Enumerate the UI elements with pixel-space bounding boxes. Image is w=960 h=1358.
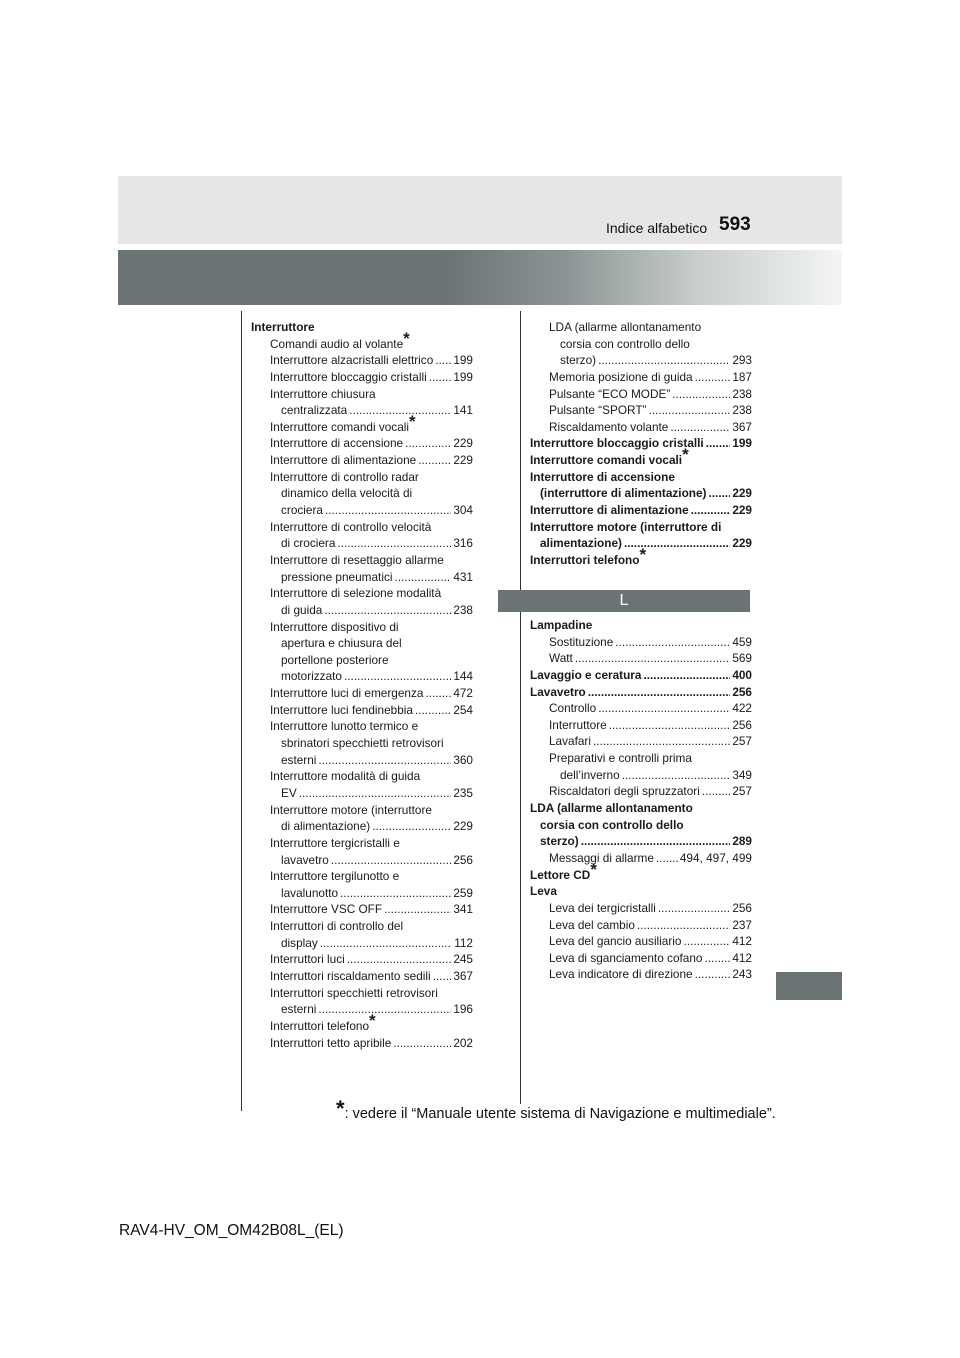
index-entry-text: Leva di sganciamento cofano <box>549 950 703 965</box>
dot-leader <box>340 885 451 902</box>
index-entry <box>530 502 752 519</box>
index-entry-text: Interruttori telefono <box>270 1018 370 1033</box>
index-entry <box>530 717 752 734</box>
index-entry-page: 259 <box>453 885 473 900</box>
index-entry-text: Interruttori tetto apribile <box>270 1035 392 1050</box>
index-entry-page: 202 <box>453 1035 473 1050</box>
dot-leader <box>318 1001 451 1018</box>
index-entry <box>530 485 752 502</box>
index-entry-page: 367 <box>732 419 752 434</box>
index-entry-page: 257 <box>732 734 752 749</box>
index-entry <box>251 635 473 652</box>
index-entry-page: 199 <box>453 369 473 384</box>
index-entry-text: Comandi audio al volante <box>270 336 404 351</box>
dot-leader <box>394 569 451 586</box>
asterisk-marker: * <box>682 445 689 465</box>
index-entry-text: alimentazione) <box>540 536 622 551</box>
index-entry-page: 229 <box>453 453 473 468</box>
index-entry-page: 229 <box>732 503 752 518</box>
index-entry <box>251 885 473 902</box>
index-entry-text: Preparativi e controlli prima <box>549 751 692 766</box>
dot-leader <box>393 1035 451 1052</box>
index-entry <box>251 818 473 835</box>
dot-leader <box>637 917 730 934</box>
index-entry <box>530 767 752 784</box>
index-entry-text: Interruttore tergicristalli e <box>270 835 400 850</box>
index-entry-page: 304 <box>453 503 473 518</box>
index-entry-text: Interruttore luci fendinebbia <box>270 702 413 717</box>
index-entry-text: Controllo <box>549 701 597 716</box>
index-entry-page: 341 <box>453 902 473 917</box>
index-entry-text: Interruttore di accensione <box>270 436 404 451</box>
index-entry-page: 367 <box>453 968 473 983</box>
index-entry-text: sterzo) <box>560 353 597 368</box>
index-entry <box>530 966 752 983</box>
index-entry <box>530 634 752 651</box>
index-entry <box>530 519 752 536</box>
index-entry <box>251 852 473 869</box>
index-entry-text: Watt <box>549 651 573 666</box>
index-entry-page: 256 <box>732 900 752 915</box>
index-entry-text: Interruttore chiusura <box>270 386 376 401</box>
asterisk-marker: * <box>409 411 416 431</box>
footnote <box>336 1096 776 1122</box>
index-entry <box>530 783 752 800</box>
index-entry-text: Interruttore <box>251 320 315 334</box>
index-entry-text: Memoria posizione di guida <box>549 369 693 384</box>
index-entry <box>530 419 752 436</box>
index-entry-text: Interruttore lunotto termico e <box>270 719 419 734</box>
index-entry-text: Interruttore comandi vocali <box>270 419 410 434</box>
dot-leader <box>598 352 730 369</box>
index-entry-text: Interruttore modalità di guida <box>270 769 421 784</box>
index-entry <box>530 900 752 917</box>
dot-leader <box>648 402 730 419</box>
index-entry-text: dell’inverno <box>560 767 620 782</box>
dot-leader <box>425 685 451 702</box>
index-entry <box>251 386 473 403</box>
index-entry <box>530 435 752 452</box>
index-entry-text: Lavafari <box>549 734 591 749</box>
dot-leader <box>429 369 452 386</box>
index-entry-text: Interruttori specchietti retrovisori <box>270 985 438 1000</box>
index-entry <box>530 336 752 353</box>
index-entry <box>251 785 473 802</box>
index-entry-text: Leva del gancio ausiliario <box>549 934 682 949</box>
index-entry <box>251 402 473 419</box>
dot-leader <box>337 535 451 552</box>
dot-leader <box>622 767 731 784</box>
index-entry-page: 112 <box>454 935 473 950</box>
index-entry-page: 569 <box>732 651 752 666</box>
document-code: RAV4-HV_OM_OM42B08L_(EL) <box>119 1222 344 1239</box>
index-entry-text: Lavavetro <box>530 684 586 699</box>
index-entry <box>530 402 752 419</box>
index-entry <box>251 585 473 602</box>
dot-leader <box>706 435 731 452</box>
index-entry <box>251 668 473 685</box>
index-entry-text: Interruttore di resettaggio allarme <box>270 552 444 567</box>
dot-leader <box>695 369 731 386</box>
index-entry-page: 144 <box>453 669 473 684</box>
index-entry <box>530 700 752 717</box>
index-entry <box>251 685 473 702</box>
index-entry <box>530 469 752 486</box>
index-entry <box>530 733 752 750</box>
index-entry-text: Riscaldatori degli spruzzatori <box>549 784 700 799</box>
index-entry-page: 245 <box>453 952 473 967</box>
dot-leader <box>708 485 730 502</box>
index-entry <box>530 859 752 884</box>
index-entry <box>251 951 473 968</box>
index-entry-text: Interruttore di controllo velocità <box>270 519 432 534</box>
index-entry <box>251 968 473 985</box>
index-entry-page: 196 <box>453 1002 473 1017</box>
index-entry-page: 257 <box>732 784 752 799</box>
index-entry-page: 199 <box>453 353 473 368</box>
index-entry <box>251 411 473 436</box>
asterisk-marker: * <box>403 328 410 348</box>
index-entry-page: 459 <box>732 634 752 649</box>
index-entry-text: Pulsante “ECO MODE” <box>549 386 671 401</box>
index-entry-page: 360 <box>453 752 473 767</box>
dot-leader <box>405 435 451 452</box>
index-entry-page: 256 <box>732 717 752 732</box>
index-entry <box>530 933 752 950</box>
index-entry-text: Interruttore alzacristalli elettrico <box>270 353 434 368</box>
index-entry-text: display <box>281 935 318 950</box>
index-entry-text: corsia con controllo dello <box>560 336 690 351</box>
index-entry-page: 422 <box>732 701 752 716</box>
index-entry-text: Interruttore <box>549 717 607 732</box>
page-number: 593 <box>719 214 751 235</box>
dot-leader <box>433 968 452 985</box>
index-entry-text: Sostituzione <box>549 634 614 649</box>
index-entry-text: Interruttore dispositivo di <box>270 619 399 634</box>
footnote-star: * <box>336 1096 345 1121</box>
index-entry-page: 256 <box>453 852 473 867</box>
index-entry-page: 238 <box>732 386 752 401</box>
index-entry <box>530 750 752 767</box>
index-entry-text: Interruttore di controllo radar <box>270 469 419 484</box>
index-column-right <box>530 319 752 569</box>
index-entry <box>251 369 473 386</box>
index-entry <box>251 768 473 785</box>
index-entry <box>251 602 473 619</box>
index-entry-page: 243 <box>732 967 752 982</box>
index-entry-text: Lavaggio e ceratura <box>530 667 642 682</box>
index-entry-text: crociera <box>281 503 323 518</box>
index-entry-page: 238 <box>453 602 473 617</box>
index-entry-text: Interruttore bloccaggio cristalli <box>530 436 704 451</box>
index-entry <box>251 901 473 918</box>
index-entry-text: Leva del cambio <box>549 917 635 932</box>
index-entry-page: 400 <box>732 667 752 682</box>
index-entry-page: 238 <box>732 403 752 418</box>
index-entry-text: esterni <box>281 1002 317 1017</box>
dot-leader <box>704 950 730 967</box>
dot-leader <box>324 602 451 619</box>
column-divider <box>520 311 521 1104</box>
index-entry-text: LDA (allarme allontanamento <box>530 801 693 816</box>
left-column-rule <box>241 311 242 1111</box>
index-entry-text: Leva <box>530 884 557 899</box>
index-entry-text: esterni <box>281 752 317 767</box>
index-entry <box>251 502 473 519</box>
index-entry <box>251 352 473 369</box>
index-entry <box>251 802 473 819</box>
index-entry <box>530 833 752 850</box>
dot-leader <box>658 900 730 917</box>
dot-leader <box>609 717 731 734</box>
index-entry <box>251 535 473 552</box>
dot-leader <box>372 818 451 835</box>
index-entry <box>251 835 473 852</box>
dot-leader <box>415 702 451 719</box>
index-entry-text: EV <box>281 785 297 800</box>
dot-leader <box>299 785 452 802</box>
index-entry <box>530 883 752 900</box>
index-entry-text: Interruttore di alimentazione <box>530 503 689 518</box>
index-column-right-l <box>530 617 752 983</box>
index-entry <box>251 935 473 952</box>
index-entry <box>251 868 473 885</box>
index-entry-page: 412 <box>732 950 752 965</box>
index-entry-text: LDA (allarme allontanamento <box>549 320 702 334</box>
index-entry-page: 199 <box>732 436 752 451</box>
dot-leader <box>344 668 451 685</box>
index-entry <box>530 352 752 369</box>
index-entry <box>251 1001 473 1018</box>
index-entry-text: Interruttori di controllo del <box>270 919 404 934</box>
index-entry <box>530 319 752 336</box>
dot-leader <box>588 684 731 701</box>
section-title: Indice alfabetico <box>606 220 708 236</box>
dot-leader <box>347 951 452 968</box>
index-entry-text: Interruttore motore (interruttore di <box>530 519 722 534</box>
index-entry-text: Interruttore di selezione modalità <box>270 586 442 601</box>
dot-leader <box>418 452 451 469</box>
index-entry-text: Lettore CD <box>530 867 591 882</box>
index-entry-text: Leva indicatore di direzione <box>549 967 693 982</box>
index-entry-text: pressione pneumatici <box>281 569 393 584</box>
index-entry-page: 256 <box>732 684 752 699</box>
index-entry-text: Messaggi di allarme <box>549 850 654 865</box>
index-entry <box>251 702 473 719</box>
index-entry-text: Interruttore di alimentazione <box>270 453 417 468</box>
index-entry-text: dinamico della velocità di <box>281 486 413 501</box>
index-entry-page: 349 <box>732 767 752 782</box>
dot-leader <box>683 933 730 950</box>
dot-leader <box>575 650 730 667</box>
index-entry <box>251 619 473 636</box>
index-entry <box>251 752 473 769</box>
index-entry <box>530 800 752 817</box>
index-entry-text: Interruttore VSC OFF <box>270 902 383 917</box>
dot-leader <box>643 667 730 684</box>
dot-leader <box>384 901 451 918</box>
dot-leader <box>615 634 730 651</box>
index-entry-page: 229 <box>732 486 752 501</box>
index-entry-page: 431 <box>453 569 473 584</box>
index-entry-page: 412 <box>732 934 752 949</box>
index-entry <box>251 435 473 452</box>
index-entry-page: 316 <box>453 536 473 551</box>
index-entry-page: 229 <box>732 536 752 551</box>
index-entry-text: Leva dei tergicristalli <box>549 900 656 915</box>
index-entry-text: centralizzata <box>281 403 348 418</box>
index-entry-page: 472 <box>453 686 473 701</box>
dot-leader <box>331 852 451 869</box>
index-entry <box>251 485 473 502</box>
index-entry-text: Interruttore di accensione <box>530 469 675 484</box>
asterisk-marker: * <box>369 1010 376 1030</box>
index-entry-text: lavalunotto <box>281 885 339 900</box>
dot-leader <box>672 386 730 403</box>
index-entry-text: Interruttore comandi vocali <box>530 453 683 468</box>
index-entry <box>251 1010 473 1035</box>
index-entry-text: corsia con controllo dello <box>540 817 684 832</box>
index-entry-text: Lampadine <box>530 618 593 632</box>
index-entry-text: Interruttori telefono <box>530 552 640 567</box>
header-gradient-bar <box>118 250 842 305</box>
index-entry-text: Pulsante “SPORT” <box>549 403 647 418</box>
index-entry-page: 229 <box>453 819 473 834</box>
index-entry <box>251 452 473 469</box>
index-entry-text: Interruttore bloccaggio cristalli <box>270 369 427 384</box>
index-entry-text: di guida <box>281 602 323 617</box>
index-entry-page: 494, 497, 499 <box>679 850 752 865</box>
index-entry-page: 235 <box>453 785 473 800</box>
index-entry-page: 141 <box>453 403 473 418</box>
asterisk-marker: * <box>590 859 597 879</box>
index-entry-text: motorizzato <box>281 669 342 684</box>
index-entry <box>251 718 473 735</box>
index-entry-text: di crociera <box>281 536 336 551</box>
index-entry <box>530 684 752 701</box>
dot-leader <box>581 833 731 850</box>
index-entry-page: 293 <box>732 353 752 368</box>
dot-leader <box>318 752 451 769</box>
index-entry-text: portellone posteriore <box>281 652 389 667</box>
dot-leader <box>702 783 731 800</box>
dot-leader <box>670 419 730 436</box>
index-thumb-tab <box>776 972 842 1000</box>
index-entry <box>530 850 752 867</box>
index-entry <box>530 950 752 967</box>
index-entry-text: Interruttore tergilunotto e <box>270 869 400 884</box>
index-entry-text: lavavetro <box>281 852 329 867</box>
index-entry-text: Interruttori luci <box>270 952 345 967</box>
index-entry-text: sbrinatori specchietti retrovisori <box>281 736 444 751</box>
dot-leader <box>320 935 452 952</box>
index-entry-text: apertura e chiusura del <box>281 636 402 651</box>
index-entry <box>251 918 473 935</box>
index-entry <box>251 469 473 486</box>
index-entry-page: 229 <box>453 436 473 451</box>
index-entry <box>251 735 473 752</box>
index-entry <box>251 552 473 569</box>
index-entry-page: 237 <box>732 917 752 932</box>
index-entry-text: Interruttori riscaldamento sedili <box>270 968 431 983</box>
asterisk-marker: * <box>639 544 647 564</box>
index-entry <box>251 985 473 1002</box>
index-entry-page: 289 <box>732 834 752 849</box>
dot-leader <box>695 966 731 983</box>
index-entry <box>530 386 752 403</box>
dot-leader <box>593 733 730 750</box>
dot-leader <box>598 700 730 717</box>
index-entry <box>530 917 752 934</box>
index-entry-text: di alimentazione) <box>281 819 371 834</box>
index-entry <box>251 319 473 336</box>
index-column-left <box>251 319 473 1051</box>
index-entry <box>530 667 752 684</box>
index-entry <box>251 569 473 586</box>
dot-leader <box>349 402 451 419</box>
index-entry-text: (interruttore di alimentazione) <box>540 486 707 501</box>
footnote-text: : vedere il “Manuale utente sistema di Navigazione e multimediale”. <box>344 1106 776 1122</box>
index-entry <box>251 1035 473 1052</box>
index-entry <box>251 519 473 536</box>
index-entry <box>530 817 752 834</box>
index-entry-text: sterzo) <box>540 834 579 849</box>
letter-section-header: L <box>498 590 750 612</box>
index-entry-page: 254 <box>453 702 473 717</box>
index-entry <box>530 369 752 386</box>
index-entry <box>530 544 752 569</box>
index-entry <box>530 617 752 634</box>
index-entry-page: 187 <box>732 369 752 384</box>
index-entry <box>530 650 752 667</box>
index-entry-text: Riscaldamento volante <box>549 419 669 434</box>
index-entry <box>530 445 752 469</box>
dot-leader <box>435 352 451 369</box>
dot-leader <box>325 502 451 519</box>
index-entry <box>251 328 473 353</box>
index-entry <box>251 652 473 669</box>
index-entry-text: Interruttore motore (interruttore <box>270 802 432 817</box>
dot-leader <box>656 850 678 867</box>
dot-leader <box>691 502 731 519</box>
index-entry-text: Interruttore luci di emergenza <box>270 686 424 701</box>
